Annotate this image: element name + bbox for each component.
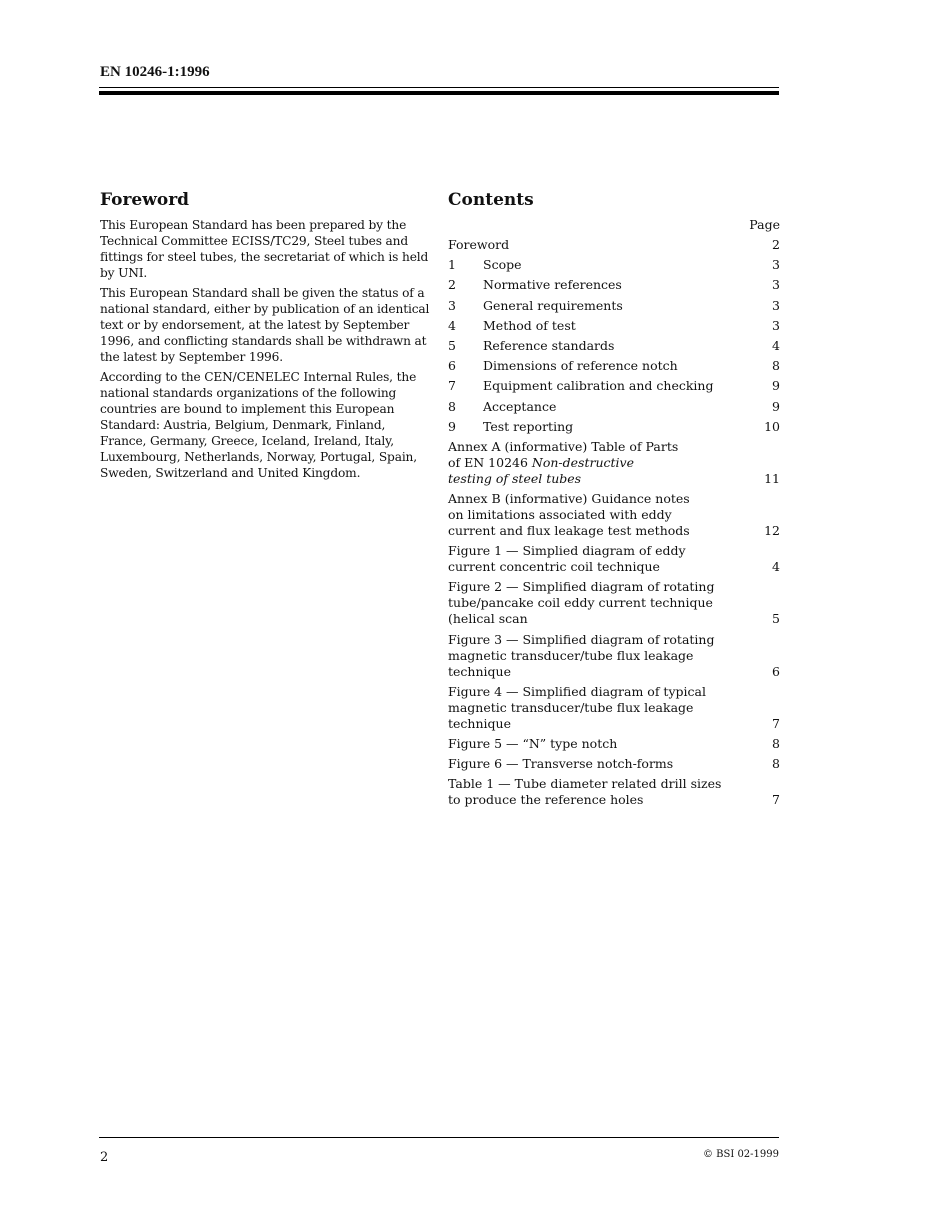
toc-entry-number: 5	[448, 337, 456, 353]
toc-entry-page: 5	[772, 611, 780, 627]
toc-entry[interactable]	[448, 419, 780, 435]
toc-entry[interactable]	[448, 318, 780, 334]
toc-entry-line: Annex A (informative) Table of Parts	[448, 438, 679, 454]
toc-entry[interactable]	[448, 338, 780, 354]
toc-entry[interactable]	[448, 378, 780, 394]
toc-entry-figure[interactable]	[448, 579, 780, 627]
toc-entry-title: General requirements	[483, 297, 623, 313]
toc-entry-line: tube/pancake coil eddy current technique	[448, 595, 713, 611]
toc-entry-page: 11	[764, 470, 780, 486]
contents-heading: Contents	[448, 190, 534, 210]
toc-entry-page: 6	[772, 663, 780, 679]
toc-entry-number: 8	[448, 398, 456, 414]
toc-entry-title: Scope	[483, 257, 522, 273]
toc-entry-page: 3	[772, 277, 780, 293]
toc-entry-page: 2	[772, 237, 780, 252]
toc-entry-title: Foreword	[448, 237, 510, 252]
toc-entry-line: magnetic transducer/tube flux leakage	[448, 647, 694, 663]
toc-entry-line: Figure 5 — “N” type notch	[448, 736, 618, 751]
footer-rule	[99, 1137, 779, 1138]
toc-entry-title: Test reporting	[483, 418, 574, 434]
toc-entry-number: 2	[448, 277, 456, 293]
toc-entry-page: 8	[772, 358, 780, 374]
toc-entry-line: (helical scan	[448, 611, 528, 627]
toc-entry-number: 9	[448, 418, 456, 434]
foreword-section	[100, 190, 432, 485]
toc-entry-page: 9	[772, 378, 780, 394]
toc-entry-title: Acceptance	[483, 398, 557, 414]
toc-entry-line: technique	[448, 715, 511, 731]
header-rule-thick	[99, 91, 779, 95]
page-column-label: Page	[749, 217, 780, 232]
toc-entry-line: current concentric coil technique	[448, 559, 660, 575]
toc-entry-table[interactable]	[448, 776, 780, 808]
toc-entry-figure[interactable]	[448, 756, 780, 772]
toc-entry-page: 3	[772, 297, 780, 313]
toc-entry[interactable]	[448, 277, 780, 293]
toc-entry-title: Reference standards	[483, 337, 615, 353]
toc-entry[interactable]	[448, 298, 780, 314]
toc-entry-line	[448, 455, 740, 471]
toc-entry-figure[interactable]	[448, 684, 780, 732]
toc-entry-line: current and flux leakage test methods	[448, 523, 690, 539]
toc-entry-line: on limitations associated with eddy	[448, 507, 672, 523]
toc-entry-number: 3	[448, 297, 456, 313]
toc-entry-page: 4	[772, 559, 780, 575]
toc-entry-line: Figure 3 — Simplified diagram of rotating	[448, 631, 715, 647]
toc-entry-page: 9	[772, 398, 780, 414]
toc-entry-line: Figure 2 — Simplified diagram of rotating	[448, 579, 715, 595]
toc-entry-line: Figure 1 — Simplied diagram of eddy	[448, 543, 686, 559]
toc-entry[interactable]	[448, 399, 780, 415]
toc-entry-number: 7	[448, 378, 456, 394]
toc-entry-number: 4	[448, 317, 456, 333]
toc-entry-line: magnetic transducer/tube flux leakage	[448, 699, 694, 715]
header-rule-thin	[99, 87, 779, 88]
toc-entry-line: technique	[448, 663, 511, 679]
toc-entry-foreword[interactable]	[448, 237, 780, 253]
toc-entry-page: 7	[772, 715, 780, 731]
toc-entry-page: 3	[772, 317, 780, 333]
toc-entry-page: 8	[772, 736, 780, 751]
contents-section	[448, 190, 780, 813]
footer-page-number: 2	[100, 1150, 109, 1165]
document-id-header: EN 10246-1:1996	[100, 64, 210, 80]
toc-entry-page: 10	[764, 418, 780, 434]
toc-entry-line: to produce the reference holes	[448, 792, 644, 808]
toc-entry-line: Annex B (informative) Guidance notes	[448, 491, 690, 507]
foreword-paragraph: This European Standard shall be given the status of a national standard, either by publication of an identical text or by endorsement, at the latest by September 1996, and conflicting standards shall be withdrawn at the latest by September 1996.	[100, 286, 430, 364]
toc-entry[interactable]	[448, 358, 780, 374]
toc-entry-number: 1	[448, 257, 456, 273]
toc-entry[interactable]	[448, 257, 780, 273]
toc-entry-title: Normative references	[483, 277, 622, 293]
toc-entry-figure[interactable]	[448, 736, 780, 752]
toc-entry-annex-b[interactable]	[448, 491, 780, 539]
toc-entry-text: of EN 10246	[448, 454, 532, 470]
toc-entry-figure[interactable]	[448, 543, 780, 575]
foreword-paragraph: This European Standard has been prepared by the Technical Committee ECISS/TC29, Steel tubes and fittings for steel tubes, the secretariat of which is held by UNI.	[100, 218, 429, 280]
toc-entry-title: Equipment calibration and checking	[483, 378, 714, 394]
foreword-paragraph: According to the CEN/CENELEC Internal Rules, the national standards organizations of the following countries are bound to implement this European Standard: Austria, Belgium, Denmark, Finland, France, Germany, Greece, Iceland, Ireland, Italy, Luxembourg, Netherlands, Norway, Portugal, Spain, Sweden, Switzerland and United Kingdom.	[100, 370, 417, 480]
toc-entry-page: 3	[772, 257, 780, 273]
footer-copyright: © BSI 02-1999	[702, 1149, 779, 1160]
foreword-heading: Foreword	[100, 190, 190, 210]
toc-entry-figure[interactable]	[448, 632, 780, 680]
toc-entry-page: 8	[772, 756, 780, 772]
toc-entry-line	[448, 471, 740, 487]
toc-entry-page: 4	[772, 337, 780, 353]
toc-entry-page: 7	[772, 792, 780, 808]
toc-entry-number: 6	[448, 358, 456, 374]
toc-entry-line: Table 1 — Tube diameter related drill sizes	[448, 776, 722, 792]
toc-entry-page: 12	[764, 523, 780, 539]
toc-entry-italic-text: testing of steel tubes	[448, 470, 582, 486]
toc-entry-line: Figure 6 — Transverse notch-forms	[448, 756, 674, 772]
toc-entry-annex-a[interactable]	[448, 439, 780, 487]
toc-entry-title: Dimensions of reference notch	[483, 358, 678, 374]
toc-entry-italic-text: Non-destructive	[531, 454, 634, 470]
toc-entry-title: Method of test	[483, 317, 576, 333]
toc-entry-line: Figure 4 — Simplified diagram of typical	[448, 683, 706, 699]
